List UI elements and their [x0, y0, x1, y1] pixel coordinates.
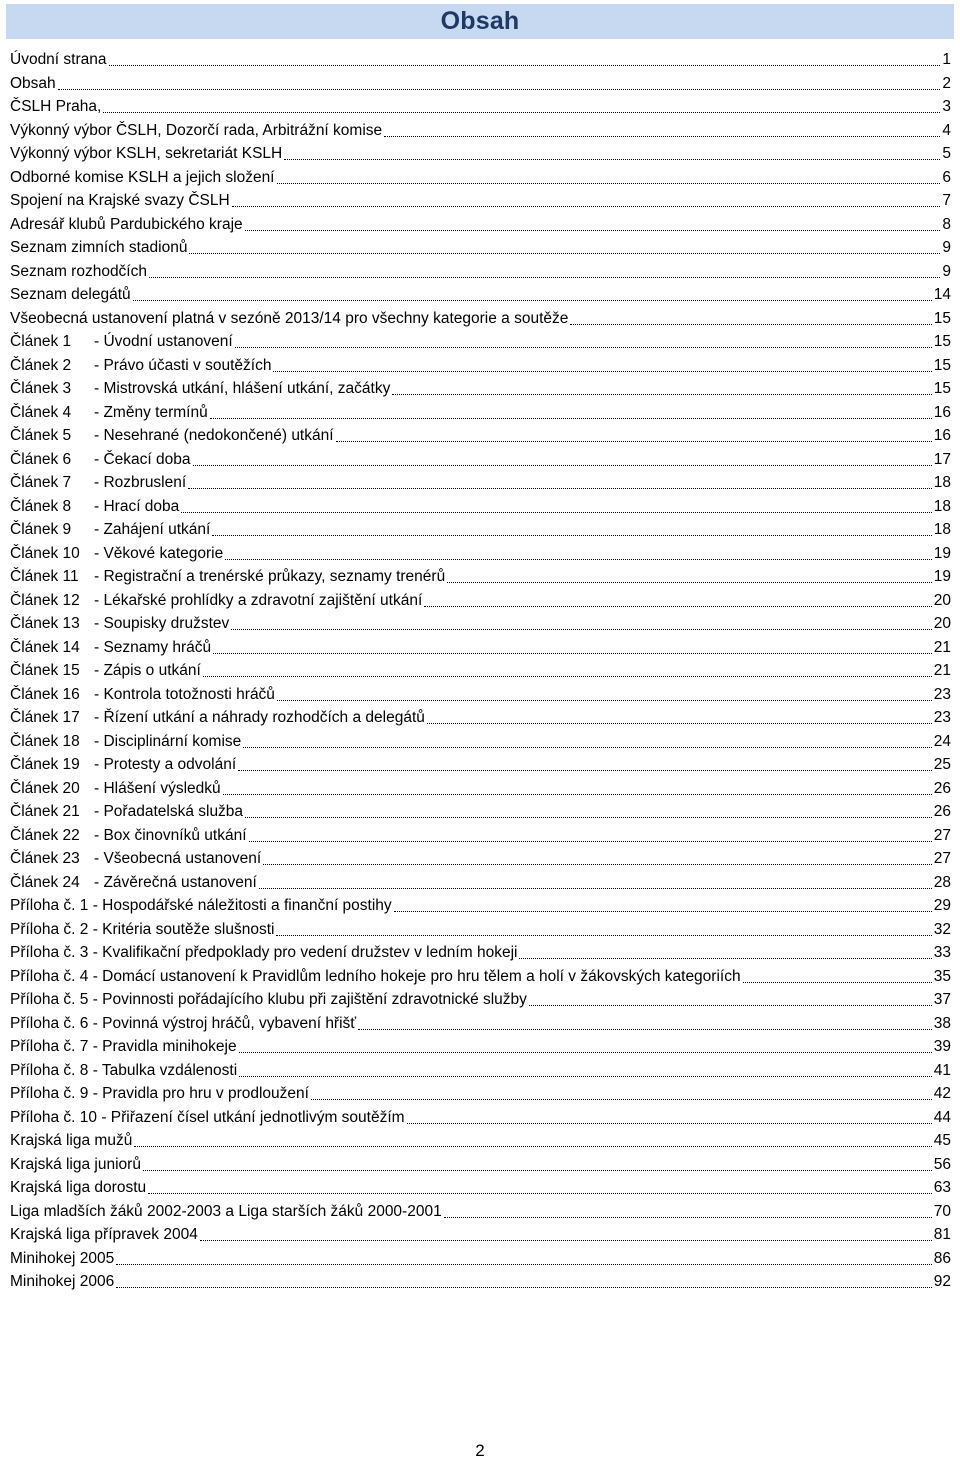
- title-bar: [6, 4, 954, 39]
- toc-entry[interactable]: [10, 894, 951, 918]
- toc-entry-leader-dots: [109, 65, 941, 66]
- toc-entry-label: Příloha č. 3 - Kvalifikační předpoklady pro vedení družstev v ledním hokeji: [10, 944, 518, 961]
- toc-entry-page: 1: [942, 51, 951, 68]
- toc-entry-page: 70: [933, 1202, 951, 1220]
- toc-entry-leader-dots: [212, 535, 931, 536]
- toc-entry[interactable]: [10, 377, 951, 401]
- toc-entry-page: 26: [933, 779, 951, 797]
- toc-entry-article-number: Článek 12: [10, 591, 80, 609]
- toc-entry-leader-dots: [143, 1170, 932, 1171]
- toc-entry-label: Příloha č. 6 - Povinná výstroj hráčů, vybavení hřišť: [10, 1014, 357, 1032]
- toc-entry-leader-dots: [570, 324, 931, 325]
- toc-entry-label: - Čekací doba: [94, 450, 191, 468]
- toc-entry-article-number: Článek 18: [10, 732, 80, 750]
- toc-entry-article-number: Článek 9: [10, 521, 72, 538]
- toc-entry-page: 4: [942, 121, 951, 139]
- toc-entry-article-number: Článek 22: [10, 826, 80, 844]
- toc-entry[interactable]: [10, 847, 951, 871]
- toc-entry[interactable]: [10, 1129, 951, 1153]
- toc-entry-leader-dots: [245, 817, 932, 818]
- toc-entry-label: Krajská liga dorostu: [10, 1179, 147, 1196]
- toc-entry-page: 6: [942, 168, 951, 186]
- toc-entry-label: Odborné komise KSLH a jejich složení: [10, 168, 275, 186]
- toc-entry[interactable]: [10, 166, 951, 190]
- toc-entry[interactable]: [10, 1223, 951, 1247]
- toc-entry-label: Krajská liga přípravek 2004: [10, 1226, 198, 1243]
- toc-entry-leader-dots: [58, 89, 941, 90]
- toc-entry-label: - Rozbruslení: [94, 474, 187, 491]
- toc-entry-article-number: Článek 7: [10, 474, 72, 491]
- toc-entry-label: Výkonný výbor KSLH, sekretariát KSLH: [10, 145, 283, 162]
- toc-entry[interactable]: [10, 48, 951, 72]
- toc-entry[interactable]: [10, 941, 951, 965]
- toc-entry-article-number: Článek 13: [10, 615, 80, 632]
- toc-entry-leader-dots: [263, 864, 932, 865]
- toc-entry-label: - Změny termínů: [94, 403, 208, 421]
- toc-entry-page: 15: [933, 333, 951, 350]
- toc-entry-page: 17: [933, 450, 951, 468]
- toc-entry-label: Krajská liga juniorů: [10, 1155, 141, 1173]
- toc-entry-label: Liga mladších žáků 2002-2003 a Liga starších žáků 2000-2001: [10, 1202, 442, 1220]
- toc-entry-page: 23: [933, 709, 951, 726]
- toc-entry[interactable]: [10, 777, 951, 801]
- toc-entry-page: 19: [933, 568, 951, 585]
- toc-entry[interactable]: [10, 730, 951, 754]
- toc-entry-page: 20: [933, 591, 951, 609]
- toc-entry-label: - Úvodní ustanovení: [94, 333, 233, 350]
- toc-entry-page: 20: [933, 615, 951, 632]
- toc-entry-label: - Řízení utkání a náhrady rozhodčích a delegátů: [94, 709, 425, 726]
- toc-entry[interactable]: [10, 565, 951, 589]
- toc-entry[interactable]: [10, 542, 951, 566]
- toc-entry-label: - Nesehrané (nedokončené) utkání: [94, 427, 334, 444]
- toc-entry-leader-dots: [519, 958, 931, 959]
- toc-entry[interactable]: [10, 424, 951, 448]
- toc-entry-leader-dots: [447, 582, 932, 583]
- toc-entry-label: Příloha č. 7 - Pravidla minihokeje: [10, 1038, 237, 1055]
- toc-entry[interactable]: [10, 612, 951, 636]
- toc-entry[interactable]: [10, 72, 951, 96]
- toc-entry-leader-dots: [277, 700, 932, 701]
- toc-entry-article-number: Článek 19: [10, 756, 80, 773]
- toc-entry-leader-dots: [427, 723, 932, 724]
- toc-entry-label: Krajská liga mužů: [10, 1132, 133, 1149]
- toc-entry-page: 86: [933, 1249, 951, 1267]
- toc-entry-label: Seznam rozhodčích: [10, 262, 147, 280]
- toc-entry-page: 14: [933, 286, 951, 303]
- toc-entry-leader-dots: [394, 911, 932, 912]
- toc-entry[interactable]: [10, 1200, 951, 1224]
- toc-entry[interactable]: [10, 142, 951, 166]
- toc-entry[interactable]: [10, 260, 951, 284]
- toc-entry-label: - Závěrečná ustanovení: [94, 873, 257, 891]
- toc-entry-page: 16: [933, 427, 951, 444]
- toc-entry[interactable]: [10, 824, 951, 848]
- toc-entry-page: 21: [933, 638, 951, 656]
- toc-entry-page: 23: [933, 685, 951, 703]
- toc-entry-leader-dots: [239, 1052, 932, 1053]
- toc-entry-label: - Věkové kategorie: [94, 544, 224, 562]
- toc-entry[interactable]: [10, 1153, 951, 1177]
- toc-entry-article-number: Článek 20: [10, 779, 80, 797]
- toc-entry-leader-dots: [148, 1193, 932, 1194]
- toc-entry[interactable]: [10, 1082, 951, 1106]
- toc-entry-label: Obsah: [10, 74, 56, 92]
- toc-entry-leader-dots: [189, 253, 940, 254]
- page-number: 2: [475, 1441, 485, 1460]
- toc-entry[interactable]: [10, 1176, 951, 1200]
- toc-entry-page: 38: [933, 1014, 951, 1032]
- toc-entry[interactable]: [10, 1012, 951, 1036]
- toc-entry-label: Seznam zimních stadionů: [10, 239, 188, 256]
- toc-entry-label: Seznam delegátů: [10, 286, 131, 303]
- toc-entry-label: Příloha č. 4 - Domácí ustanovení k Pravidlům ledního hokeje pro hru tělem a holí v žákovských kategoriích: [10, 967, 741, 985]
- toc-entry[interactable]: [10, 988, 951, 1012]
- toc-entry-article-number: Článek 15: [10, 662, 80, 679]
- toc-entry-leader-dots: [273, 371, 931, 372]
- table-of-contents: [10, 48, 951, 1294]
- toc-entry-label: - Disciplinární komise: [94, 732, 242, 750]
- toc-entry[interactable]: [10, 518, 951, 542]
- toc-entry-label: Minihokej 2005: [10, 1249, 115, 1267]
- toc-entry-label: Příloha č. 5 - Povinnosti pořádajícího klubu při zajištění zdravotnické služby: [10, 991, 527, 1008]
- toc-entry-leader-dots: [529, 1005, 932, 1006]
- toc-entry-leader-dots: [133, 300, 932, 301]
- toc-entry-label: Příloha č. 10 - Přiřazení čísel utkání jednotlivým soutěžím: [10, 1108, 405, 1126]
- toc-entry[interactable]: [10, 283, 951, 307]
- toc-entry-leader-dots: [444, 1217, 932, 1218]
- toc-entry-leader-dots: [188, 488, 932, 489]
- toc-entry-leader-dots: [225, 559, 932, 560]
- toc-entry-page: 18: [933, 521, 951, 538]
- toc-entry-page: 25: [933, 756, 951, 773]
- toc-entry-leader-dots: [276, 935, 931, 936]
- toc-entry[interactable]: [10, 683, 951, 707]
- toc-entry-label: Adresář klubů Pardubického kraje: [10, 215, 243, 233]
- toc-entry-label: Příloha č. 8 - Tabulka vzdálenosti: [10, 1061, 238, 1079]
- toc-entry-article-number: Článek 14: [10, 638, 80, 656]
- toc-entry-article-number: Článek 3: [10, 380, 72, 397]
- toc-entry-article-number: Článek 23: [10, 850, 80, 867]
- toc-entry[interactable]: [10, 659, 951, 683]
- toc-entry-article-number: Článek 6: [10, 450, 72, 468]
- toc-entry-label: Příloha č. 1 - Hospodářské náležitosti a finanční postihy: [10, 897, 392, 914]
- toc-entry-page: 19: [933, 544, 951, 562]
- toc-entry-page: 21: [933, 662, 951, 679]
- toc-entry-page: 15: [933, 380, 951, 397]
- toc-entry[interactable]: [10, 354, 951, 378]
- toc-entry-label: - Hrací doba: [94, 497, 180, 515]
- toc-entry[interactable]: [10, 871, 951, 895]
- toc-entry-label: - Registrační a trenérské průkazy, seznamy trenérů: [94, 568, 446, 585]
- toc-entry-label: Příloha č. 2 - Kritéria soutěže slušnosti: [10, 920, 275, 938]
- toc-entry-page: 27: [933, 826, 951, 844]
- toc-entry-article-number: Článek 10: [10, 544, 80, 562]
- toc-entry-label: - Soupisky družstev: [94, 615, 230, 632]
- toc-entry-leader-dots: [384, 136, 940, 137]
- toc-entry-article-number: Článek 21: [10, 803, 80, 820]
- toc-entry-label: - Box činovníků utkání: [94, 826, 247, 844]
- toc-entry-leader-dots: [249, 841, 932, 842]
- toc-entry-article-number: Článek 2: [10, 356, 72, 374]
- toc-entry-leader-dots: [223, 794, 932, 795]
- toc-entry-label: - Kontrola totožnosti hráčů: [94, 685, 275, 703]
- toc-entry-leader-dots: [232, 206, 941, 207]
- toc-entry[interactable]: [10, 706, 951, 730]
- toc-entry[interactable]: [10, 636, 951, 660]
- toc-entry-article-number: Článek 16: [10, 685, 80, 703]
- toc-entry-page: 33: [933, 944, 951, 961]
- toc-entry-page: 5: [942, 145, 951, 162]
- toc-entry-page: 2: [942, 74, 951, 92]
- toc-entry-leader-dots: [203, 676, 932, 677]
- toc-entry-article-number: Článek 1: [10, 333, 72, 350]
- toc-entry-page: 35: [933, 967, 951, 985]
- toc-entry-leader-dots: [311, 1099, 932, 1100]
- toc-entry-leader-dots: [210, 418, 932, 419]
- toc-entry[interactable]: [10, 119, 951, 143]
- toc-entry-label: - Protesty a odvolání: [94, 756, 237, 773]
- toc-entry-label: - Lékařské prohlídky a zdravotní zajištění utkání: [94, 591, 423, 609]
- toc-entry-leader-dots: [336, 441, 932, 442]
- toc-entry-leader-dots: [213, 653, 932, 654]
- toc-entry[interactable]: [10, 589, 951, 613]
- toc-entry-page: 92: [933, 1273, 951, 1290]
- toc-entry-page: 39: [933, 1038, 951, 1055]
- toc-entry-page: 44: [933, 1108, 951, 1126]
- toc-entry-label: Všeobecná ustanovení platná v sezóně 2013/14 pro všechny kategorie a soutěže: [10, 309, 569, 327]
- toc-entry-page: 29: [933, 897, 951, 914]
- toc-entry[interactable]: [10, 1247, 951, 1271]
- toc-entry[interactable]: [10, 1270, 951, 1294]
- toc-entry[interactable]: [10, 965, 951, 989]
- toc-entry-leader-dots: [358, 1029, 932, 1030]
- toc-entry-page: 81: [933, 1226, 951, 1243]
- toc-entry-page: 24: [933, 732, 951, 750]
- toc-entry-leader-dots: [231, 629, 932, 630]
- toc-entry-leader-dots: [134, 1146, 931, 1147]
- toc-entry-label: Výkonný výbor ČSLH, Dozorčí rada, Arbitrážní komise: [10, 121, 383, 139]
- toc-entry-page: 9: [942, 239, 951, 256]
- toc-entry-article-number: Článek 24: [10, 873, 80, 891]
- toc-entry-leader-dots: [235, 347, 932, 348]
- page-title: Obsah: [440, 7, 520, 35]
- toc-entry-leader-dots: [116, 1287, 931, 1288]
- toc-entry-label: - Hlášení výsledků: [94, 779, 221, 797]
- toc-entry-page: 32: [933, 920, 951, 938]
- toc-entry[interactable]: [10, 330, 951, 354]
- toc-entry[interactable]: [10, 236, 951, 260]
- toc-entry-leader-dots: [193, 465, 932, 466]
- toc-entry-label: Minihokej 2006: [10, 1273, 115, 1290]
- toc-entry-page: 8: [942, 215, 951, 233]
- toc-entry-label: ČSLH Praha,: [10, 98, 102, 115]
- toc-entry-leader-dots: [245, 230, 941, 231]
- toc-entry-leader-dots: [392, 394, 931, 395]
- toc-entry-article-number: Článek 11: [10, 568, 79, 585]
- toc-entry-label: Spojení na Krajské svazy ČSLH: [10, 192, 230, 209]
- toc-entry-page: 7: [942, 192, 951, 209]
- toc-entry[interactable]: [10, 753, 951, 777]
- toc-entry[interactable]: [10, 401, 951, 425]
- toc-entry-label: - Pořadatelská služba: [94, 803, 244, 820]
- toc-entry-article-number: Článek 5: [10, 427, 72, 444]
- toc-entry-leader-dots: [259, 888, 932, 889]
- toc-entry-leader-dots: [284, 159, 940, 160]
- toc-entry-article-number: Článek 8: [10, 497, 72, 515]
- toc-entry-page: 15: [933, 309, 951, 327]
- toc-entry-leader-dots: [743, 982, 932, 983]
- toc-entry-label: - Zápis o utkání: [94, 662, 201, 679]
- toc-entry-label: - Všeobecná ustanovení: [94, 850, 262, 867]
- toc-entry-label: - Zahájení utkání: [94, 521, 211, 538]
- toc-entry-page: 15: [933, 356, 951, 374]
- toc-entry-label: Úvodní strana: [10, 51, 107, 68]
- toc-entry-page: 3: [942, 98, 951, 115]
- toc-entry-page: 28: [933, 873, 951, 891]
- toc-entry-page: 42: [933, 1085, 951, 1102]
- toc-entry-leader-dots: [116, 1264, 931, 1265]
- toc-entry-article-number: Článek 17: [10, 709, 80, 726]
- toc-entry-page: 45: [933, 1132, 951, 1149]
- toc-entry-page: 9: [942, 262, 951, 280]
- toc-entry[interactable]: [10, 95, 951, 119]
- toc-entry[interactable]: [10, 1106, 951, 1130]
- toc-entry[interactable]: [10, 213, 951, 237]
- toc-entry[interactable]: [10, 307, 951, 331]
- toc-entry-label: Příloha č. 9 - Pravidla pro hru v prodloužení: [10, 1085, 309, 1102]
- toc-entry-leader-dots: [243, 747, 931, 748]
- toc-entry-page: 56: [933, 1155, 951, 1173]
- toc-entry[interactable]: [10, 800, 951, 824]
- toc-entry-leader-dots: [200, 1240, 932, 1241]
- toc-entry-leader-dots: [238, 770, 932, 771]
- toc-entry-leader-dots: [424, 606, 932, 607]
- toc-entry-page: 27: [933, 850, 951, 867]
- toc-entry[interactable]: [10, 918, 951, 942]
- toc-entry-leader-dots: [103, 112, 940, 113]
- toc-entry[interactable]: [10, 471, 951, 495]
- toc-entry-label: - Právo účasti v soutěžích: [94, 356, 272, 374]
- toc-entry-leader-dots: [277, 183, 941, 184]
- toc-entry[interactable]: [10, 189, 951, 213]
- toc-entry-leader-dots: [149, 277, 940, 278]
- toc-entry-page: 63: [933, 1179, 951, 1196]
- toc-entry-page: 41: [933, 1061, 951, 1079]
- toc-entry-article-number: Článek 4: [10, 403, 72, 421]
- toc-entry-page: 16: [933, 403, 951, 421]
- toc-entry-page: 26: [933, 803, 951, 820]
- toc-entry[interactable]: [10, 495, 951, 519]
- toc-entry-page: 37: [933, 991, 951, 1008]
- toc-entry-leader-dots: [239, 1076, 932, 1077]
- toc-entry[interactable]: [10, 1035, 951, 1059]
- toc-entry[interactable]: [10, 448, 951, 472]
- toc-entry[interactable]: [10, 1059, 951, 1083]
- toc-entry-label: - Seznamy hráčů: [94, 638, 212, 656]
- toc-entry-leader-dots: [407, 1123, 932, 1124]
- toc-entry-leader-dots: [181, 512, 931, 513]
- toc-entry-label: - Mistrovská utkání, hlášení utkání, začátky: [94, 380, 391, 397]
- toc-entry-page: 18: [933, 474, 951, 491]
- toc-entry-page: 18: [933, 497, 951, 515]
